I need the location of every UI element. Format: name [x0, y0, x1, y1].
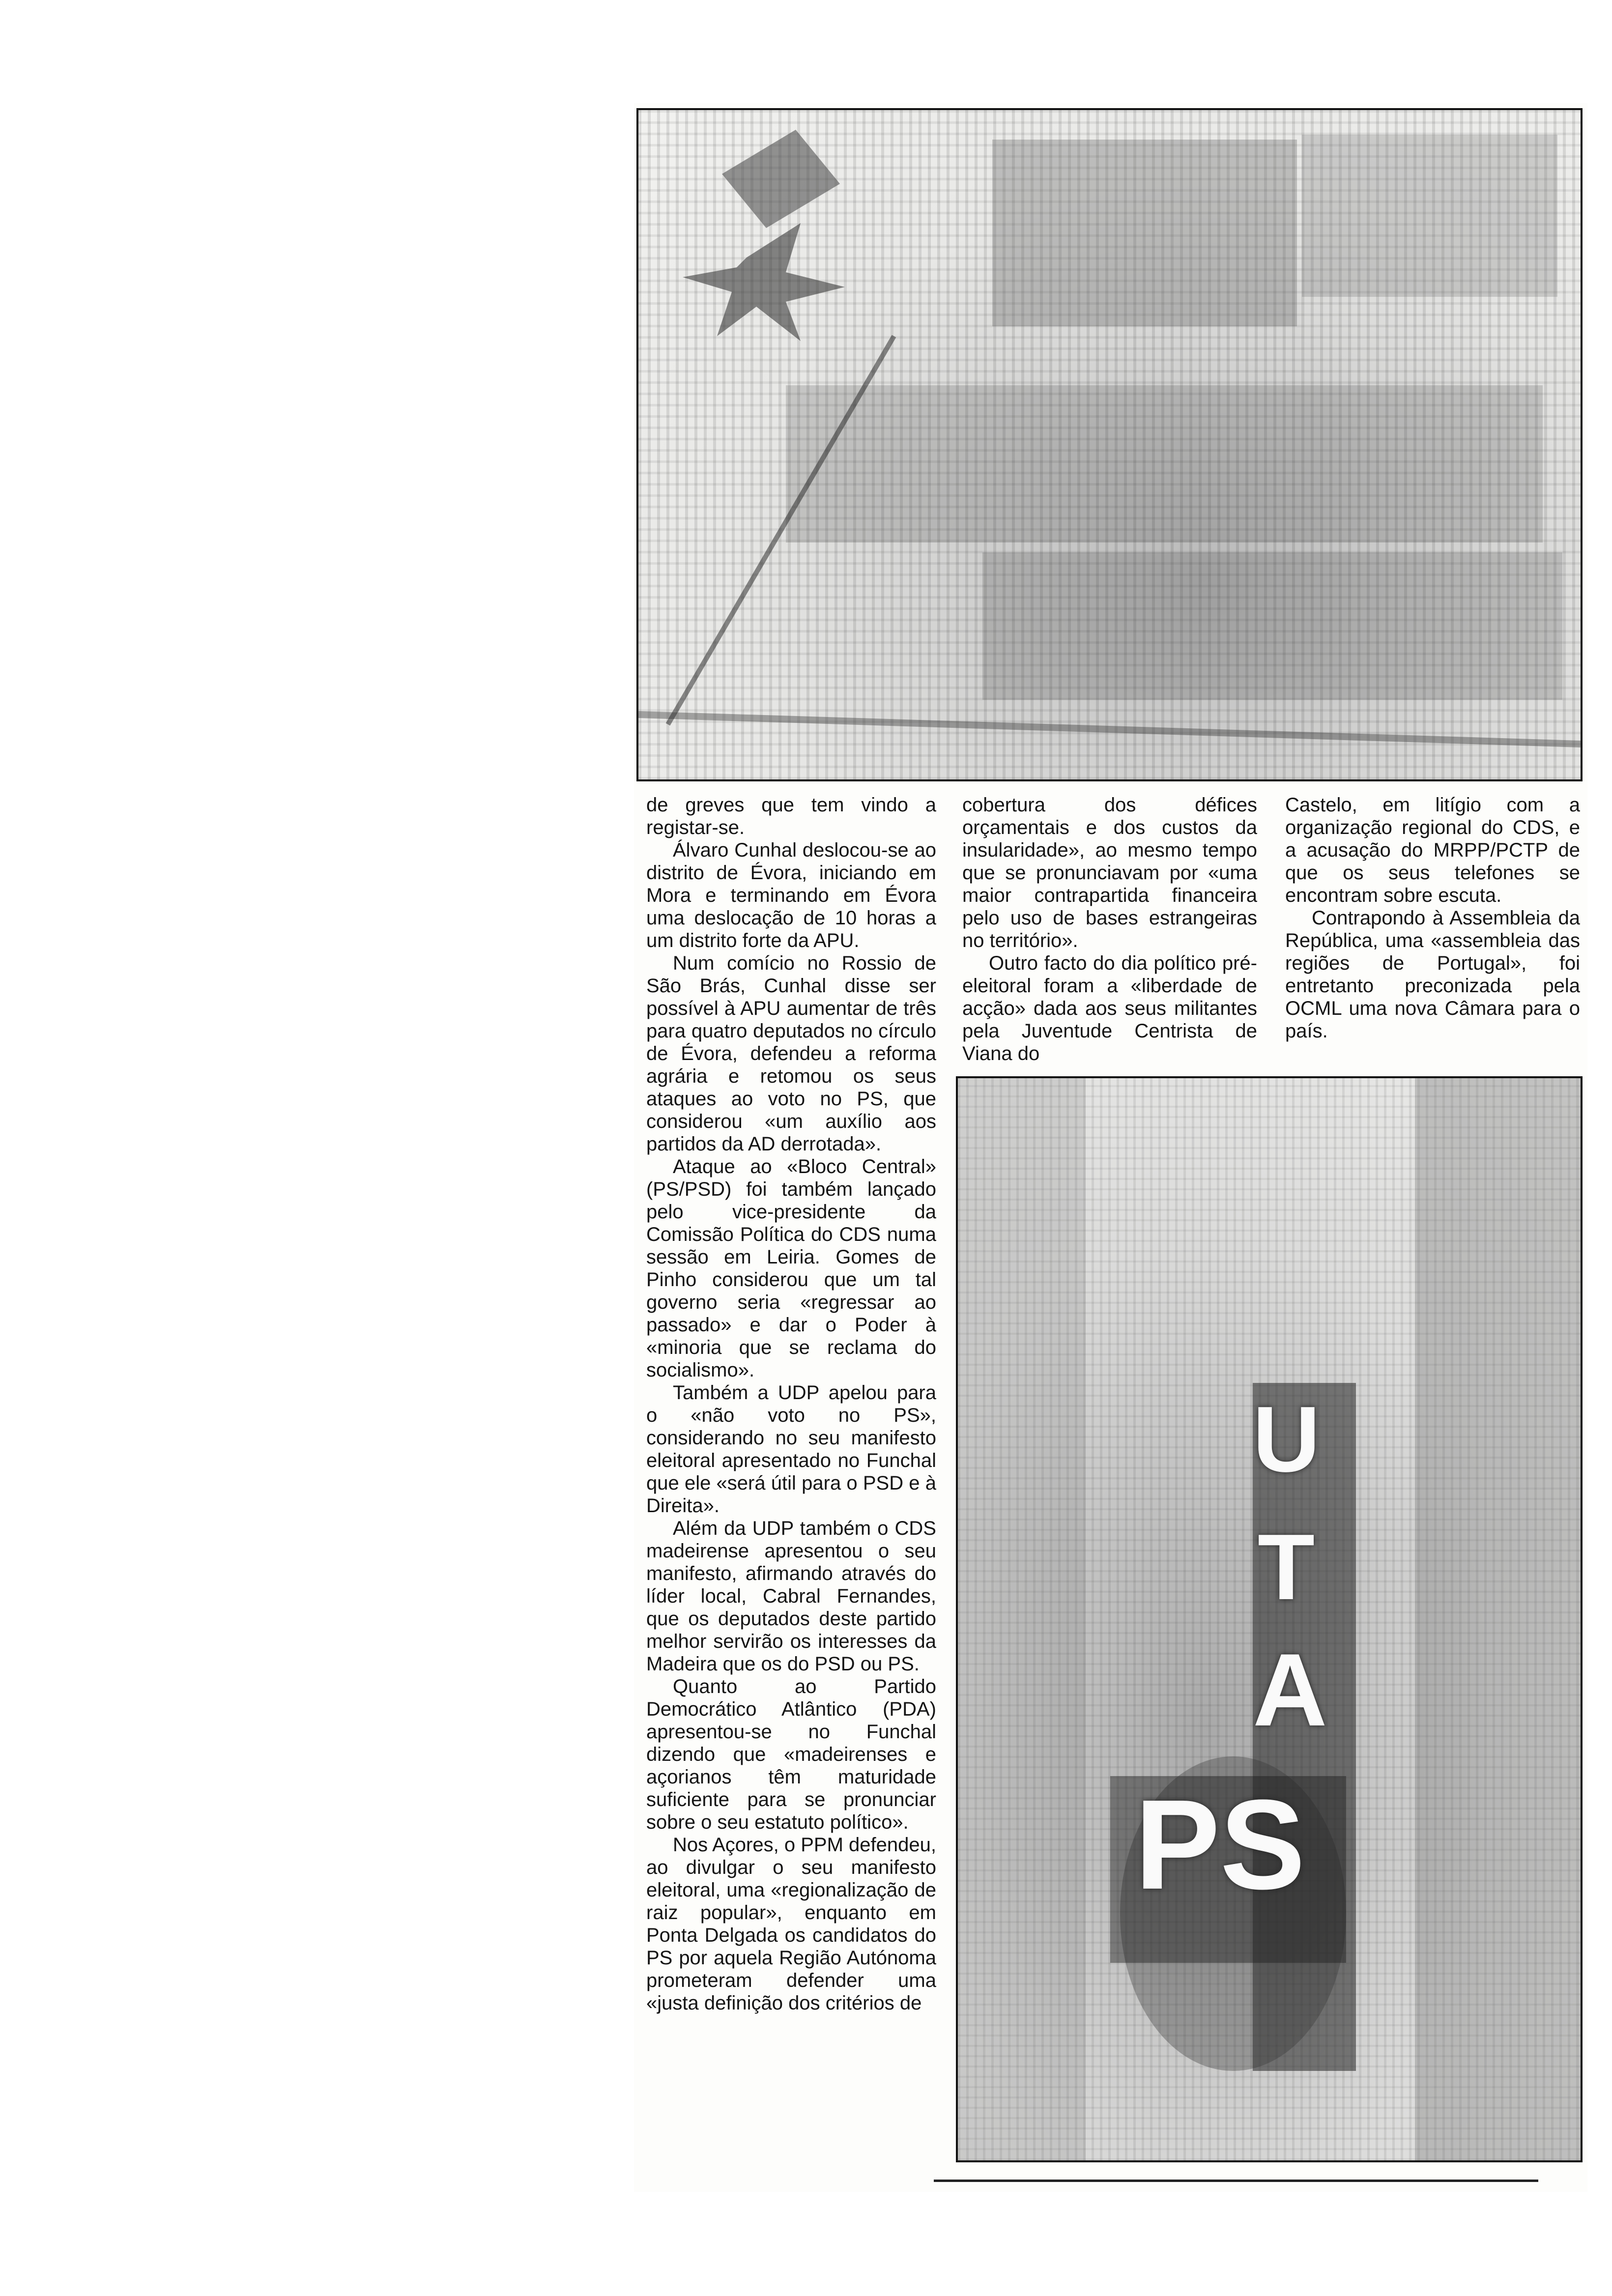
article-column-2: [962, 794, 1257, 1069]
paragraph: Outro facto do dia político pré-eleitoral foram a «liberdade de acção» dada aos seus militantes pela Juventude Centrista de Viana do: [962, 952, 1257, 1064]
crowd-photo-icon: [958, 1078, 1581, 2160]
bottom-photograph: [956, 1076, 1583, 2162]
paragraph: Contrapondo à Assembleia da República, uma «assembleia das regiões de Portugal», foi entretanto preconizada pela OCML uma nova Câmara para o país.: [1285, 907, 1580, 1042]
sign-letter: T: [1258, 1515, 1315, 1619]
article-column-1: [646, 794, 936, 2157]
top-photograph: [636, 108, 1583, 781]
paragraph: Ataque ao «Bloco Central» (PS/PSD) foi também lançado pelo vice-presidente da Comissão Política do CDS numa sessão em Leiria. Gomes de Pinho considerou que um tal governo seria «regressar ao passado» e dar o Poder à «minoria que se reclama do socialismo».: [646, 1156, 936, 1381]
sign-letter: U: [1253, 1387, 1321, 1492]
paragraph: de greves que tem vindo a registar-se.: [646, 794, 936, 838]
paragraph: Quanto ao Partido Democrático Atlântico (PDA) apresentou-se no Funchal dizendo que «madeirenses e açorianos têm maturidade suficiente para se pronunciar sobre o seu estatuto político».: [646, 1676, 936, 1833]
rally-photo-icon: [638, 110, 1581, 779]
paragraph: Num comício no Rossio de São Brás, Cunhal disse ser possível à APU aumentar de três para quatro deputados no círculo de Évora, defendeu a reforma agrária e retomou os seus ataques ao voto no PS, que considerou «um auxílio aos partidos da AD derrotada».: [646, 952, 936, 1155]
sign-letter: A: [1253, 1632, 1327, 1748]
paragraph: Também a UDP apelou para o «não voto no PS», considerando no seu manifesto eleitoral apresentado no Funchal que ele «será útil para o PSD e à Direita».: [646, 1382, 936, 1517]
bottom-rule: [934, 2180, 1538, 2182]
article-column-3: [1285, 794, 1580, 1069]
paragraph: Além da UDP também o CDS madeirense apresentou o seu manifesto, afirmando através do líder local, Cabral Fernandes, que os deputados deste partido melhor servirão os interesses da Madeira que os do PSD ou PS.: [646, 1518, 936, 1675]
sign-letter: PS: [1135, 1774, 1305, 1916]
paragraph: Nos Açores, o PPM defendeu, ao divulgar o seu manifesto eleitoral, uma «regionalização de raiz popular», enquanto em Ponta Delgada os candidatos do PS por aquela Região Autónoma prometeram defender uma «justa definição dos critérios de: [646, 1834, 936, 2014]
paragraph: Álvaro Cunhal deslocou-se ao distrito de Évora, iniciando em Mora e terminando em Évora uma deslocação de 10 horas a um distrito forte da APU.: [646, 839, 936, 951]
paragraph: Castelo, em litígio com a organização regional do CDS, e a acusação do MRPP/PCTP de que os seus telefones se encontram sobre escuta.: [1285, 794, 1580, 906]
paragraph: cobertura dos défices orçamentais e dos custos da insularidade», ao mesmo tempo que se pronunciavam por «uma maior contrapartida financeira pelo uso de bases estrangeiras no território».: [962, 794, 1257, 951]
